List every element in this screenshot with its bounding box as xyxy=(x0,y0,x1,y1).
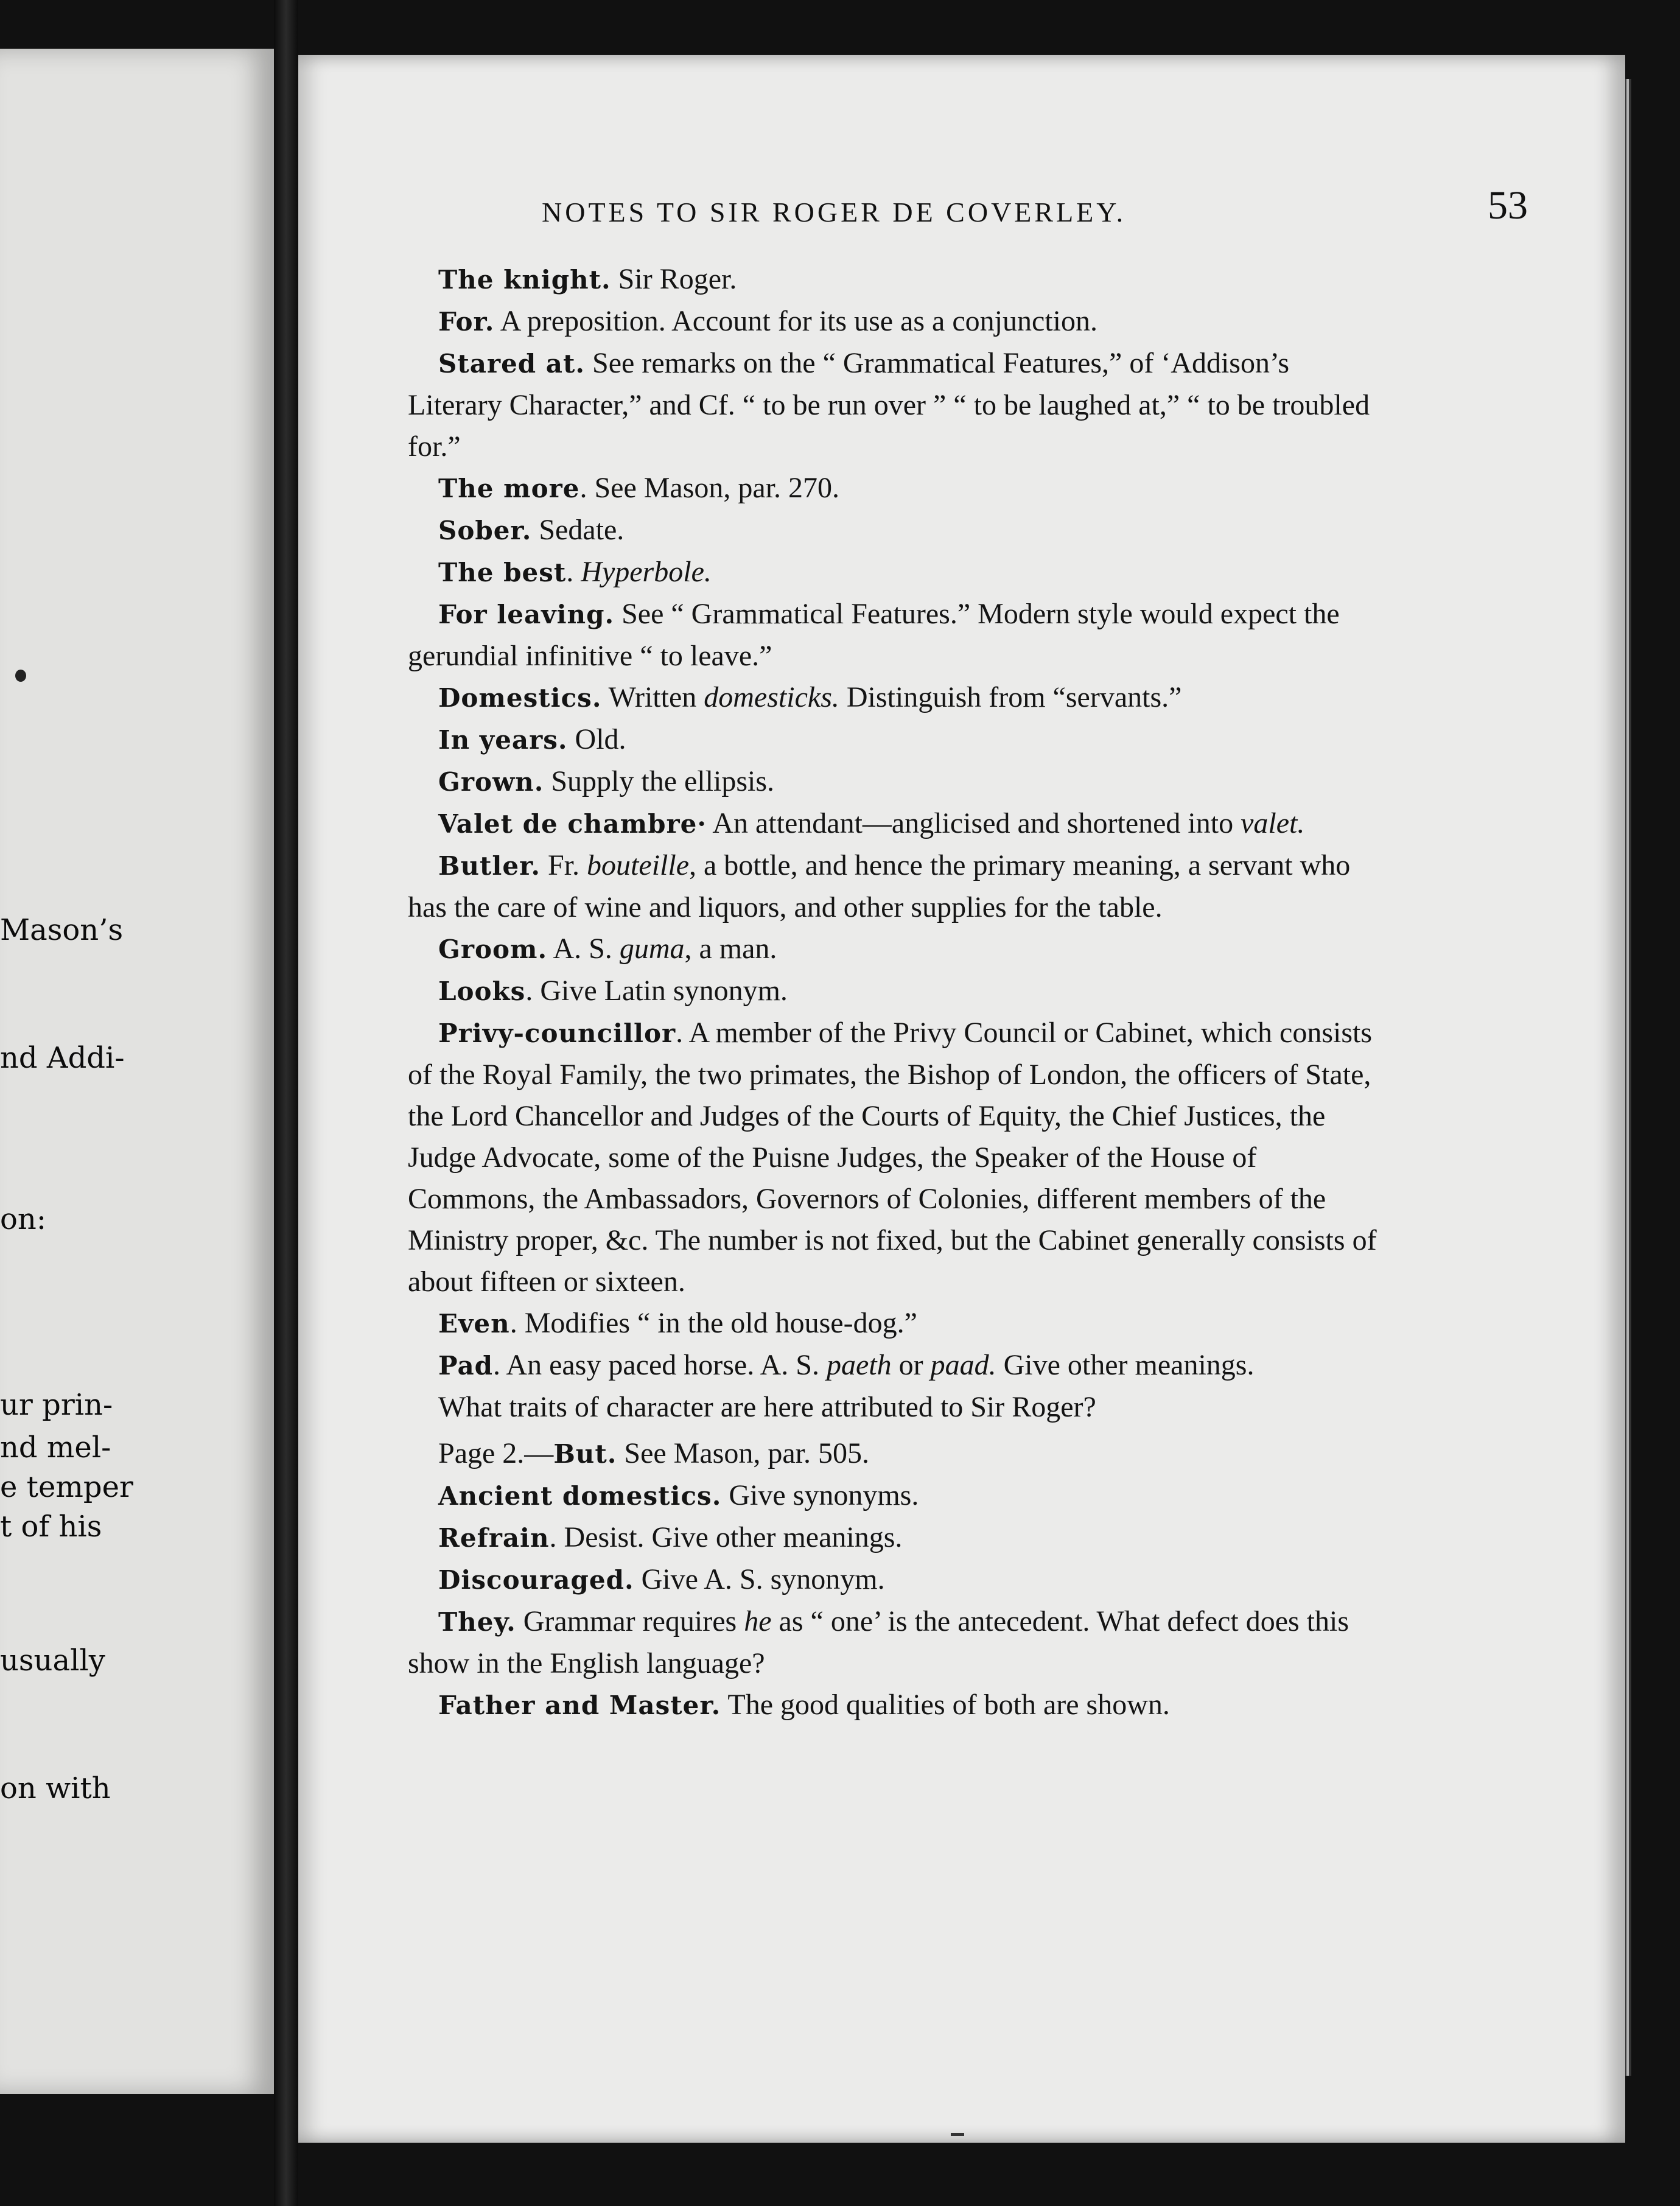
note-entry xyxy=(408,509,1388,552)
note-term: Father and Master. xyxy=(438,1690,721,1720)
note-term: Pad xyxy=(438,1351,494,1381)
italic-word: domesticks. xyxy=(704,681,839,713)
note-term: Sober. xyxy=(438,516,532,545)
note-entry xyxy=(408,1684,1388,1726)
note-term: Grown. xyxy=(438,767,544,797)
left-page-fragment: nd mel- xyxy=(0,1430,111,1465)
note-text: , a bottle, and hence the primary meaning, a servant who has the care of wine and liquors, and other supplies for the table. xyxy=(408,849,1351,923)
note-text: What traits of character are here attributed to Sir Roger? xyxy=(438,1391,1096,1423)
note-term: Groom. xyxy=(438,934,548,964)
note-entry xyxy=(408,594,1388,677)
note-text: Give other meanings. xyxy=(996,1349,1255,1381)
running-title: NOTES TO SIR ROGER DE COVERLEY. xyxy=(542,197,1127,228)
note-text: Fr. xyxy=(541,849,587,881)
note-term: The best xyxy=(438,558,567,587)
italic-word: paad. xyxy=(930,1349,996,1381)
note-entry xyxy=(408,343,1388,467)
italic-word: Hyperbole. xyxy=(581,556,712,588)
note-text: Sir Roger. xyxy=(611,263,737,295)
note-text: Sedate. xyxy=(531,514,625,546)
left-page-fragment: t of his xyxy=(0,1510,102,1544)
note-term: Butler. xyxy=(438,851,541,881)
italic-word: bouteille xyxy=(587,849,689,881)
printer-mark xyxy=(951,2133,964,2136)
note-entry xyxy=(408,1387,1388,1428)
note-entry xyxy=(408,761,1388,803)
note-entry xyxy=(408,301,1388,343)
italic-word: valet. xyxy=(1241,807,1305,839)
left-page-fragment: on with xyxy=(0,1771,111,1805)
note-term: Looks xyxy=(438,976,526,1006)
note-text: A preposition. Account for its use as a conjunction. xyxy=(494,305,1097,337)
note-entry xyxy=(408,1433,1388,1475)
note-entry xyxy=(408,970,1388,1012)
note-term: Refrain xyxy=(438,1523,550,1553)
page-number: 53 xyxy=(1488,183,1528,228)
note-text: Distinguish from “servants.” xyxy=(839,681,1182,713)
note-entry xyxy=(408,719,1388,761)
note-text: Give synonyms. xyxy=(721,1479,919,1511)
note-entry xyxy=(408,552,1388,594)
note-text: An attendant—anglicised and shortened into xyxy=(706,807,1241,839)
note-entry xyxy=(408,1012,1388,1303)
note-term: Stared at. xyxy=(438,349,586,379)
note-text: or xyxy=(891,1349,931,1381)
note-text: See remarks on the “ Grammatical Features,” of ‘Addison’s Literary Character,” and Cf. “ to be run over ” “ to be laughed at,” “ to be troubled for.” xyxy=(408,347,1370,463)
note-term: Discouraged. xyxy=(438,1565,634,1595)
note-entry xyxy=(408,1303,1388,1345)
note-text: Grammar requires xyxy=(516,1605,744,1637)
italic-word: guma xyxy=(619,933,685,965)
note-text: . A member of the Privy Council or Cabinet, which consists of the Royal Family, the two primates, the Bishop of London, the officers of State, the Lord Chancellor and Judges of the Courts of Equity, the Chief Justices, the Judge Advocate, some of the Puisne Judges, the Speaker of the House of Commons, the Ambassadors, Governors of Colonies, different members of the Ministry proper, &c. The number is not fixed, but the Cabinet generally consists of about fifteen or sixteen. xyxy=(408,1017,1377,1298)
italic-word: paeth xyxy=(826,1349,892,1381)
note-term: In years. xyxy=(438,725,568,755)
note-text: Page 2.— xyxy=(438,1437,554,1469)
note-entry xyxy=(408,259,1388,301)
left-page-fragment: usually xyxy=(0,1644,105,1678)
note-text: Old. xyxy=(567,723,626,755)
left-page-fragment: on: xyxy=(0,1202,46,1236)
ink-speck xyxy=(15,670,26,682)
left-page-fragment: nd Addi- xyxy=(0,1041,125,1075)
note-entry xyxy=(408,1601,1388,1684)
note-entry xyxy=(408,928,1388,970)
note-term: For leaving. xyxy=(438,600,615,629)
note-entry xyxy=(408,845,1388,928)
note-text: . See Mason, par. 270. xyxy=(579,472,840,504)
note-term: The more xyxy=(438,474,580,503)
note-text: . Desist. Give other meanings. xyxy=(549,1521,903,1553)
note-text: . An easy paced horse. A. S. xyxy=(493,1349,827,1381)
note-entry xyxy=(408,1559,1388,1601)
note-term: Domestics. xyxy=(438,683,602,713)
note-entry xyxy=(408,1517,1388,1559)
note-text: A. S. xyxy=(547,933,620,965)
italic-word: he xyxy=(744,1605,772,1637)
note-term: For. xyxy=(438,307,495,337)
note-entry xyxy=(408,1475,1388,1517)
note-term: Even xyxy=(438,1309,510,1339)
book-gutter xyxy=(274,0,298,2206)
left-page-fragment: ur prin- xyxy=(0,1388,113,1422)
note-entry xyxy=(408,803,1388,845)
note-entry xyxy=(408,467,1388,509)
note-text: The good qualities of both are shown. xyxy=(721,1689,1170,1721)
book-page xyxy=(298,55,1625,2143)
note-entry xyxy=(408,1345,1388,1387)
note-text: See “ Grammatical Features.” Modern style would expect the gerundial infinitive “ to leave.” xyxy=(408,598,1340,672)
note-text: . xyxy=(566,556,581,588)
running-head xyxy=(542,183,1528,237)
note-text: See Mason, par. 505. xyxy=(617,1437,869,1469)
note-term: Ancient domestics. xyxy=(438,1481,722,1511)
note-term: Valet de chambre· xyxy=(438,809,707,839)
note-text: Supply the ellipsis. xyxy=(544,765,775,797)
previous-page xyxy=(0,49,278,2094)
note-text: Written xyxy=(601,681,704,713)
left-page-fragment: e temper xyxy=(0,1470,133,1504)
left-page-fragment: Mason’s xyxy=(0,913,124,947)
note-entry xyxy=(408,677,1388,719)
note-text: Give A. S. synonym. xyxy=(634,1563,885,1595)
note-term: Privy-councillor xyxy=(438,1018,676,1048)
note-text: . Modifies “ in the old house-dog.” xyxy=(509,1307,917,1339)
note-text: , a man. xyxy=(684,933,777,965)
note-term: The knight. xyxy=(438,265,611,295)
note-text: . Give Latin synonym. xyxy=(525,975,788,1007)
note-term: But. xyxy=(553,1439,617,1469)
note-text: as “ one’ is the antecedent. What defect does this show in the English language? xyxy=(408,1605,1349,1679)
note-term: They. xyxy=(438,1607,516,1637)
notes-body xyxy=(408,259,1388,1726)
